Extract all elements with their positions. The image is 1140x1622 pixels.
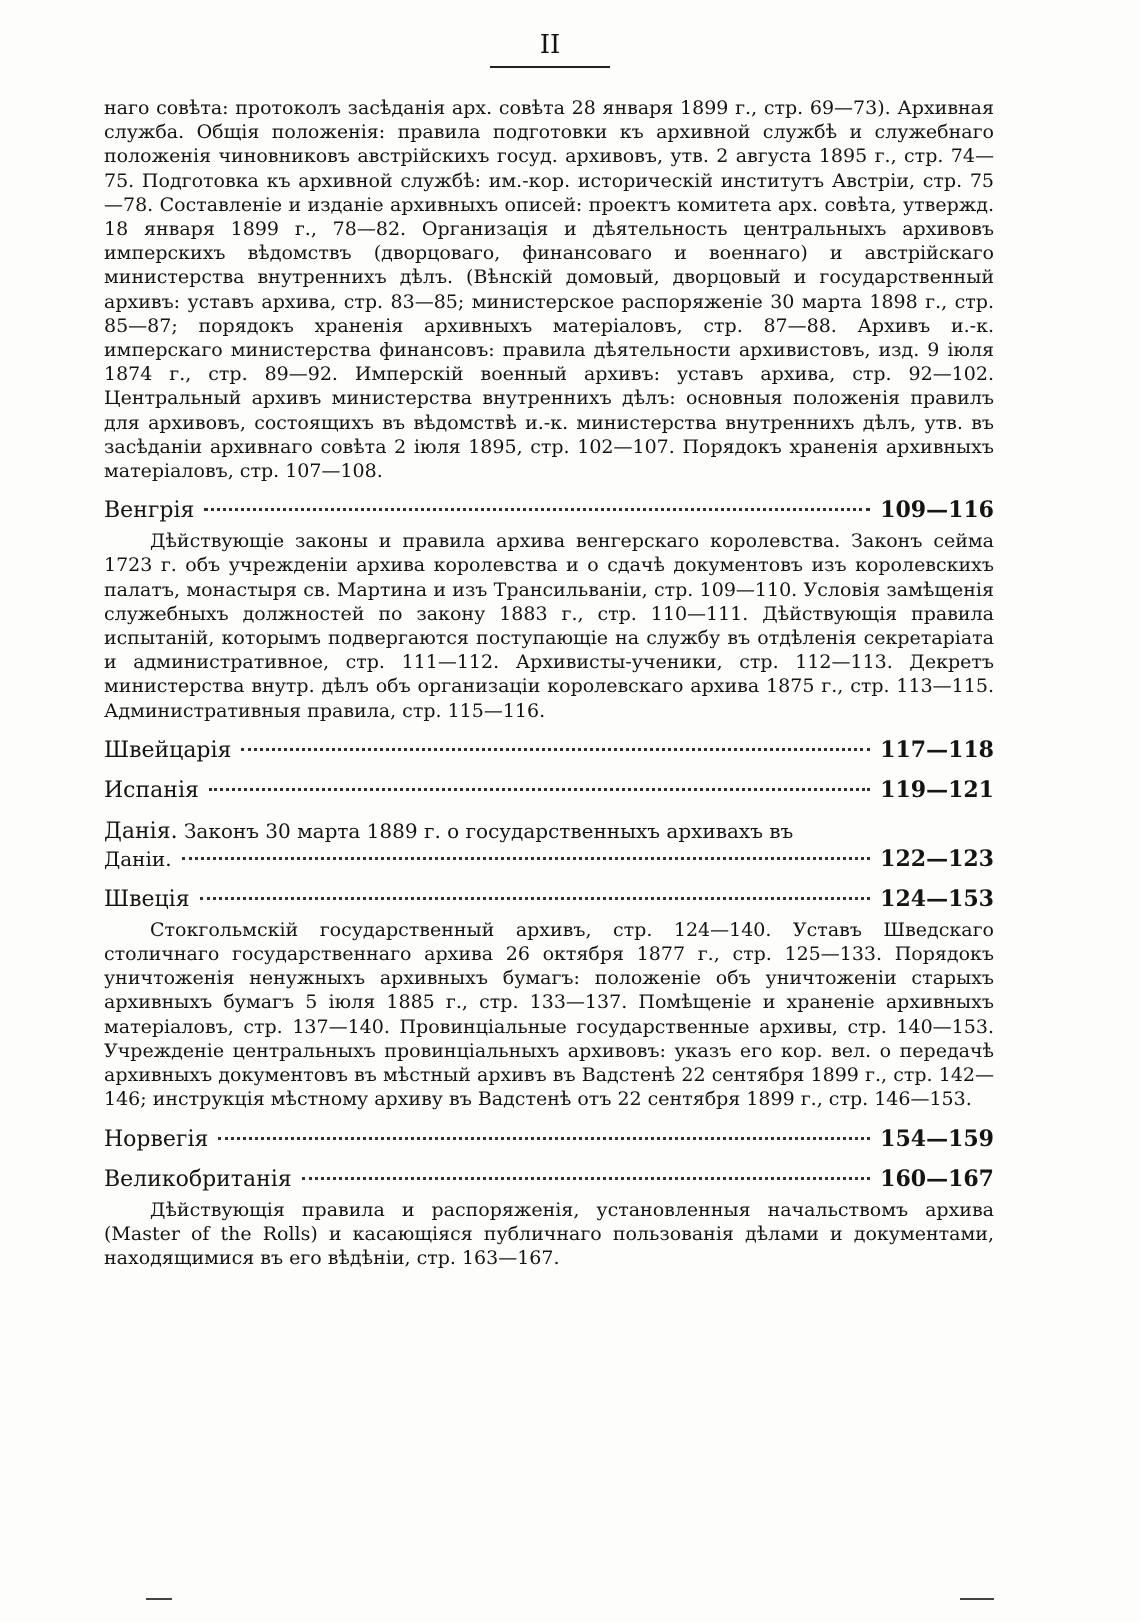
intro-paragraph: наго совѣта: протоколъ засѣданія арх. совѣта 28 января 1899 г., стр. 69—73). Архивная служба. Общія положенія: правила подготовки къ архивной службѣ и служебнаго положенія чиновниковъ австрійскихъ госуд. архивовъ, утв. 2 августа 1895 г., стр. 74—75. Подготовка къ архивной службѣ: им.-кор. историческій институтъ Австріи, стр. 75—78. Составленіе и изданіе архивныхъ описей: проектъ комитета арх. совѣта, утвержд. 18 января 1899 г., 78—82. Организація и дѣятельность центральныхъ архивовъ имперскихъ вѣдомствъ (дворцоваго, финансоваго и военнаго) и австрійскаго министерства внутреннихъ дѣлъ. (Вѣнскій домовый, дворцовый и государственный архивъ: уставъ архива, стр. 83—85; министерское распоряженіе 30 марта 1898 г., стр. 85—87; порядокъ храненія архивныхъ матеріаловъ, стр. 87—88. Архивъ и.-к. имперскаго министерства финансовъ: правила дѣятельности архивистовъ, изд. 9 іюля 1874 г., стр. 89—92. Имперскій военный архивъ: уставъ архива, стр. 92—102. Центральный архивъ министерства внутреннихъ дѣлъ: основныя положенія правилъ для архивовъ, состоящихъ въ вѣдомствѣ и.-к. министерства внутреннихъ дѣлъ, утв. въ засѣданіи архивнаго совѣта 2 іюля 1895, стр. 102—107. Порядокъ храненія архивныхъ матеріаловъ, стр. 107—108. — [104, 97, 994, 483]
entry-sweden — [104, 886, 994, 912]
entry-description-hungary: Дѣйствующіе законы и правила архива венгерскаго королевства. Законъ сейма 1723 г. объ учрежденіи архива королевства и о сдачѣ документовъ изъ королевскихъ палатъ, монастыря св. Мартина и изъ Трансильваніи, стр. 109—110. Условія замѣщенія служебныхъ должностей по закону 1883 г., стр. 110—111. Дѣйствующія правила испытаній, которымъ подвергаются поступающіе на службу въ отдѣленія секретаріата и административное, стр. 111—112. Архивисты-ученики, стр. 112—113. Декретъ министерства внутр. дѣлъ объ организаціи королевскаго архива 1875 г., стр. 113—115. Административныя правила, стр. 115—116. — [104, 530, 994, 722]
footer-mark-right — [960, 1598, 994, 1600]
entry-spain — [104, 777, 994, 803]
entry-title-switzerland: Швейцарія — [104, 737, 232, 763]
entry-denmark-line2 — [104, 846, 994, 872]
entry-title-hungary: Венгрія — [104, 498, 195, 524]
dot-leader — [204, 508, 870, 511]
entry-title-britain: Великобританія — [104, 1166, 292, 1192]
entry-title-spain: Испанія — [104, 777, 199, 803]
page-number: II — [539, 30, 561, 60]
entry-denmark-text-cont: Даніи. — [104, 846, 172, 871]
footer-mark-left — [146, 1598, 172, 1600]
entry-pages-hungary: 109—116 — [880, 497, 994, 524]
entry-description-sweden: Стокгольмскій государственный архивъ, стр. 124—140. Уставъ Шведскаго столичнаго государственнаго архива 26 октября 1877 г., стр. 125—133. Порядокъ уничтоженія ненужныхъ архивныхъ бумагъ: положеніе объ уничтоженіи старыхъ архивныхъ бумагъ 5 іюля 1885 г., стр. 133—137. Помѣщеніе и храненіе архивныхъ матеріаловъ, стр. 137—140. Провинціальные государственные архивы, стр. 140—153. Учрежденіе центральныхъ провинціальныхъ архивовъ: указъ его кор. вел. о передачѣ архивныхъ документовъ въ мѣстный архивъ въ Вадстенѣ 22 сентября 1899 г., стр. 142—146; инструкція мѣстному архиву въ Вадстенѣ отъ 22 сентября 1899 г., стр. 146—153. — [104, 918, 994, 1111]
page-number-rule — [490, 66, 610, 68]
entry-title-denmark: Данія. — [104, 818, 178, 844]
entry-pages-norway: 154—159 — [880, 1125, 994, 1152]
entry-title-sweden: Швеція — [104, 886, 190, 912]
entry-description-britain: Дѣйствующія правила и распоряженія, установленныя начальствомъ архива (Master of the Rolls) и касающіяся публичнаго пользованія дѣлами и документами, находящимися въ его вѣдѣніи, стр. 163—167. — [104, 1198, 994, 1269]
entry-pages-spain: 119—121 — [880, 776, 994, 803]
entry-norway — [104, 1126, 994, 1152]
entry-denmark-text: Законъ 30 марта 1889 г. о государственныхъ архивахъ въ — [183, 818, 794, 843]
entry-pages-denmark: 122—123 — [880, 845, 994, 872]
dot-leader — [200, 897, 871, 900]
dot-leader — [302, 1177, 870, 1180]
entry-pages-switzerland: 117—118 — [880, 736, 994, 763]
entry-pages-britain: 160—167 — [880, 1165, 994, 1192]
dot-leader — [182, 857, 871, 860]
entry-switzerland — [104, 737, 994, 763]
dot-leader — [218, 1137, 870, 1140]
entry-pages-sweden: 124—153 — [880, 885, 994, 912]
entry-denmark — [104, 817, 994, 872]
table-of-contents — [104, 96, 994, 1270]
entry-britain — [104, 1166, 994, 1192]
dot-leader — [241, 748, 870, 751]
dot-leader — [209, 788, 870, 791]
entry-title-norway: Норвегія — [104, 1126, 209, 1152]
entry-hungary — [104, 497, 994, 523]
entry-denmark-line1 — [104, 817, 994, 846]
